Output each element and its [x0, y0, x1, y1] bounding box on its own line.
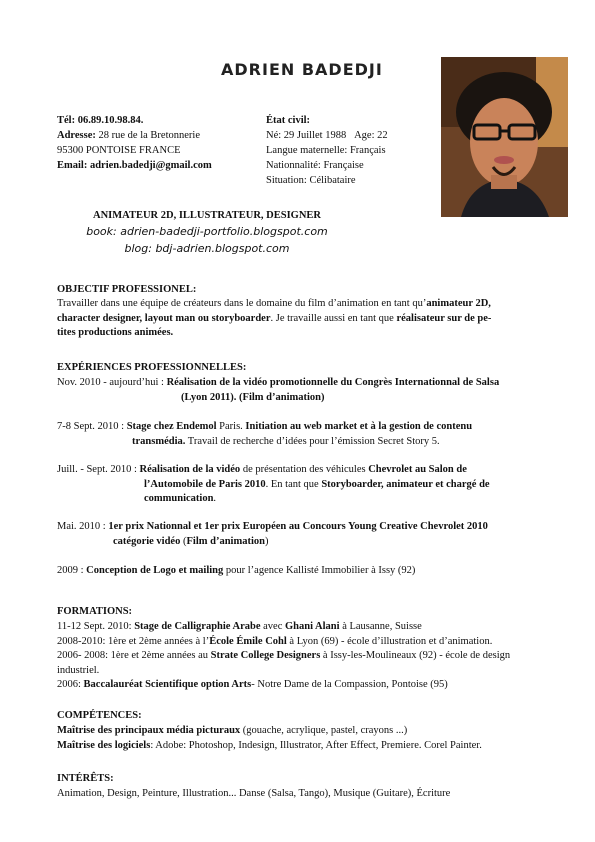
experience-date: Mai. 2010 :: [57, 521, 109, 532]
formation-item: [57, 620, 557, 635]
experience-desc: 1er prix Nationnal et 1er prix Européen au Concours Young Creative Chevrolet 2010: [108, 521, 488, 532]
experience-text: Paris.: [216, 421, 246, 432]
address-line-1: 28 rue de la Bretonnerie: [98, 130, 200, 141]
address-line-2: 95300 PONTOISE FRANCE: [57, 145, 181, 156]
experience-desc: Stage chez Endemol: [126, 421, 217, 432]
experience-desc-cont: catégorie vidéo: [113, 535, 181, 547]
experience-text: pour l’agence Kallisté Immobilier à Issy (92): [223, 565, 416, 576]
contact-block: [57, 113, 212, 173]
formation-item: [57, 635, 557, 650]
competences-list: [57, 724, 557, 753]
formation-text: à Issy-les-Moulineaux (92) - école de design: [320, 650, 511, 661]
portfolio-link[interactable]: book: adrien-badedji-portfolio.blogspot.com: [86, 225, 328, 238]
objectif-text-1: Travailler dans une équipe de créateurs dans le domaine du film d’animation en tant qu’: [57, 298, 427, 309]
nationality: Nationnalité: Française: [266, 160, 364, 171]
experience-text: .: [213, 493, 217, 504]
tel-label: Tél:: [57, 115, 76, 126]
experience-item: [57, 520, 557, 549]
competence-text: (gouache, acrylique, pastel, crayons ...): [240, 725, 408, 736]
formation-text: 11-12 Sept. 2010:: [57, 621, 135, 632]
objectif-bold-2: character designer, layout man ou storyboarder: [57, 312, 271, 324]
marital-situation: Situation: Célibataire: [266, 175, 356, 186]
birth-date: Né: 29 Juillet 1988: [266, 130, 347, 141]
formation-bold: Baccalauréat Scientifique option Arts: [83, 679, 252, 690]
objectif-bold-1: animateur 2D,: [426, 298, 491, 309]
formation-text: 2006- 2008: 1ère et 2ème années au: [57, 650, 211, 661]
formation-text: industriel.: [57, 664, 100, 676]
objectif-bold-3: réalisateur sur de pe-: [396, 312, 492, 324]
experience-item: [57, 463, 557, 507]
experience-item: [57, 564, 557, 579]
experience-date: 2009 :: [57, 565, 87, 576]
formation-text: avec: [260, 621, 285, 632]
experience-desc: Réalisation de la vidéo: [139, 464, 241, 475]
experience-date: Juill. - Sept. 2010 :: [57, 464, 140, 475]
experience-desc: Conception de Logo et mailing: [86, 565, 224, 576]
formation-text: à Lausanne, Suisse: [339, 621, 422, 632]
experience-desc-cont: communication: [144, 493, 214, 504]
experience-text: . En tant que: [265, 478, 322, 490]
experience-desc: Film d’animation: [186, 535, 265, 547]
experience-desc: Réalisation de la vidéo promotionnelle du Congrès Internationnal de Salsa: [166, 377, 500, 388]
experience-desc: Chevrolet au Salon de: [368, 464, 467, 475]
competence-bold: Maîtrise des principaux média picturaux: [57, 725, 241, 736]
native-language: Langue maternelle: Français: [266, 145, 386, 156]
civil-status-block: [266, 113, 388, 188]
experience-text: de présentation des véhicules: [240, 464, 369, 475]
formation-text: 2006:: [57, 679, 84, 690]
interets-text: Animation, Design, Peinture, Illustration... Danse (Salsa, Tango), Musique (Guitare), Écriture: [57, 788, 451, 799]
profile-photo: [441, 57, 568, 217]
blog-link[interactable]: blog: bdj-adrien.blogspot.com: [124, 242, 290, 255]
formation-item: [57, 649, 557, 664]
experience-item: [57, 376, 557, 405]
age: Age: 22: [354, 130, 388, 141]
experiences-heading: EXPÉRIENCES PROFESSIONNELLES:: [57, 362, 247, 373]
experience-text: ): [264, 535, 269, 547]
experience-date: Nov. 2010 - aujourd’hui :: [57, 377, 167, 388]
formation-bold: Stage de Calligraphie Arabe: [134, 621, 261, 632]
competence-item: [57, 724, 557, 739]
experience-desc: Storyboarder, animateur et chargé de: [321, 478, 490, 490]
interets-heading: INTÉRÊTS:: [57, 773, 114, 784]
email-value[interactable]: adrien.badedji@gmail.com: [89, 160, 212, 171]
address-label: Adresse:: [57, 130, 96, 141]
experience-text: (: [180, 535, 187, 547]
competence-text: : Adobe: Photoshop, Indesign, Illustrator, After Effect, Premiere. Corel Painter.: [150, 739, 482, 751]
experience-desc: Initiation au web market et à la gestion de contenu: [245, 421, 473, 432]
job-title: ANIMATEUR 2D, ILLUSTRATEUR, DESIGNER: [92, 210, 322, 221]
formations-heading: FORMATIONS:: [57, 606, 133, 617]
formation-text: à Lyon (69) - école d’illustration et d’animation.: [286, 635, 493, 647]
experience-text: Travail de recherche d’idées pour l’émission Secret Story 5.: [185, 435, 440, 447]
formation-text: - Notre Dame de la Compassion, Pontoise (95): [251, 679, 448, 690]
formations-list: [57, 620, 557, 693]
civil-label: État civil:: [266, 115, 311, 126]
experience-date: 7-8 Sept. 2010 :: [57, 421, 127, 432]
objectif-text: [57, 297, 557, 341]
competence-item: [57, 739, 557, 754]
experience-desc-cont: (Lyon 2011). (Film d’animation): [181, 391, 325, 403]
experience-desc-cont: transmédia.: [132, 435, 186, 447]
formation-item-cont: [57, 664, 557, 679]
formation-item: [57, 678, 557, 693]
portrait-image: [441, 57, 568, 217]
formation-bold: Ghani Alani: [284, 621, 340, 632]
competences-heading: COMPÉTENCES:: [57, 710, 142, 721]
formation-text: 2008-2010: 1ère et 2ème années à l’: [57, 635, 210, 647]
objectif-text-2: . Je travaille aussi en tant que: [270, 312, 397, 324]
email-label: Email:: [57, 160, 88, 171]
formation-bold: Strate College Designers: [210, 650, 321, 661]
objectif-heading: OBJECTIF PROFESSIONEL:: [57, 284, 197, 295]
objectif-bold-4: tites productions animées.: [57, 327, 174, 338]
competence-bold: Maîtrise des logiciels: [57, 739, 151, 751]
headline-block: [57, 208, 357, 257]
formation-bold: École Émile Cohl: [209, 635, 287, 647]
experience-item: [57, 420, 557, 449]
candidate-name: ADRIEN BADEDJI: [221, 60, 383, 79]
tel-value: 06.89.10.98.84.: [77, 115, 144, 126]
experience-desc-cont: l’Automobile de Paris 2010: [144, 478, 266, 490]
